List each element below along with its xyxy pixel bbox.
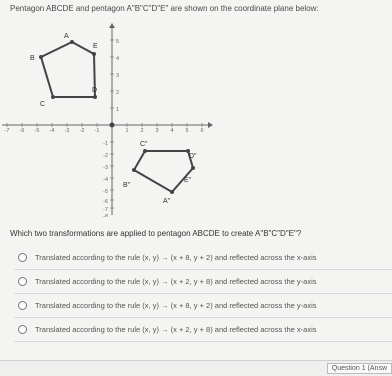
choice-text: Translated according to the rule (x, y) → (x + 8, y + 2) and reflected across the y-axis — [35, 301, 317, 310]
vertex-label-c-image: C" — [140, 141, 148, 148]
footer-bar — [0, 360, 392, 376]
choice-text: Translated according to the rule (x, y) → (x + 2, y + 8) and reflected across the y-axis — [35, 277, 317, 286]
choice-text: Translated according to the rule (x, y) → (x + 8, y + 2) and reflected across the x-axis — [35, 253, 317, 262]
vertex-label-b-image: B" — [123, 182, 131, 189]
vertex-label-d: D — [92, 87, 98, 94]
y-tick: -2 — [103, 153, 108, 159]
question-nav-button[interactable]: Question 1 (Answ — [327, 363, 392, 374]
y-tick: 5 — [116, 39, 120, 45]
radio-button[interactable] — [18, 325, 27, 334]
x-tick: 5 — [185, 128, 189, 134]
choice-option-3[interactable] — [14, 294, 392, 318]
y-tick: -7 — [103, 207, 108, 213]
x-tick: -2 — [79, 128, 85, 134]
x-axis-arrow — [208, 122, 213, 128]
y-tick: 3 — [116, 73, 120, 79]
y-tick: -1 — [103, 141, 108, 147]
x-tick: -6 — [19, 128, 25, 134]
vertex-label-e-image: E" — [184, 177, 192, 184]
pentagon-original — [41, 42, 98, 97]
coordinate-plane — [0, 22, 220, 217]
y-tick: -8 — [103, 214, 108, 217]
choice-option-4[interactable] — [14, 318, 392, 342]
vertex-label-b: B — [30, 55, 35, 62]
y-tick-labels — [116, 39, 119, 113]
y-tick: -6 — [103, 199, 108, 205]
radio-button[interactable] — [18, 301, 27, 310]
y-tick: 2 — [116, 90, 120, 96]
y-tick: -5 — [103, 189, 108, 195]
choice-option-2[interactable] — [14, 270, 392, 294]
vertex-label-a-image: A" — [163, 198, 171, 205]
x-tick: -5 — [34, 128, 40, 134]
pentagon-image — [134, 151, 193, 192]
vertex-label-d-image: D" — [189, 153, 197, 160]
x-tick: 3 — [155, 128, 159, 134]
radio-button[interactable] — [18, 277, 27, 286]
x-tick: 6 — [200, 128, 204, 134]
x-tick: 4 — [170, 128, 174, 134]
y-tick-labels-negative — [103, 141, 108, 217]
x-tick: -4 — [49, 128, 55, 134]
origin-dot — [110, 123, 115, 128]
x-tick: -7 — [4, 128, 10, 134]
y-tick: -3 — [103, 165, 108, 171]
choice-text: Translated according to the rule (x, y) → (x + 2, y + 8) and reflected across the x-axis — [35, 325, 317, 334]
vertex-label-a: A — [64, 33, 69, 40]
x-tick-labels — [5, 128, 204, 134]
question-prompt: Pentagon ABCDE and pentagon A"B"C"D"E" are shown on the coordinate plane below: — [10, 4, 319, 13]
answer-choices — [14, 246, 392, 342]
radio-button[interactable] — [18, 253, 27, 262]
vertex-label-c: C — [40, 101, 46, 108]
question-text: Which two transformations are applied to pentagon ABCDE to create A"B"C"D"E"? — [10, 229, 302, 238]
y-tick: -4 — [103, 177, 108, 183]
x-tick: -1 — [94, 128, 100, 134]
y-tick: 4 — [116, 56, 120, 62]
x-tick: 1 — [125, 128, 129, 134]
y-axis-arrow — [109, 23, 115, 28]
vertex-label-e: E — [93, 43, 98, 50]
pentagon-original-vertices — [39, 40, 97, 99]
choice-option-1[interactable] — [14, 246, 392, 270]
x-tick: 2 — [140, 128, 144, 134]
x-tick: -3 — [64, 128, 70, 134]
y-tick: 1 — [116, 107, 120, 113]
